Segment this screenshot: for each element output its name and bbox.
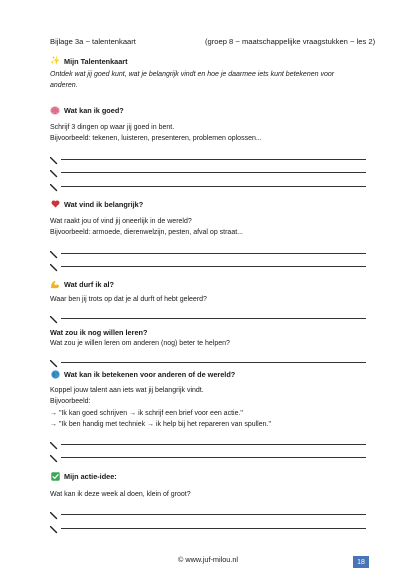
section-heading-actie: [50, 471, 117, 481]
section-heading-leren: Wat zou ik nog willen leren?: [50, 328, 148, 337]
pencil-icon: [50, 311, 58, 319]
answer-line[interactable]: [50, 450, 366, 459]
section-betekenen-example-1: → "Ik kan goed schrijven → ik schrijf een brief voor een actie.": [50, 410, 243, 417]
intro-line-2: anderen.: [50, 82, 78, 89]
section-belangrijk-text-2: Bijvoorbeeld: armoede, dierenwelzijn, pesten, afval op straat...: [50, 229, 243, 236]
globe-icon: [50, 369, 60, 379]
section-durf-text-1: Waar ben jij trots op dat je al durft of hebt geleerd?: [50, 296, 207, 303]
section-heading-text: Wat vind ik belangrijk?: [64, 199, 144, 209]
appendix-label: Bijlage 3a ~ talentenkaart: [50, 37, 136, 46]
brain-icon: [50, 105, 60, 115]
pencil-icon: [50, 152, 58, 160]
answer-line[interactable]: [50, 437, 366, 446]
section-heading-belangrijk: [50, 199, 143, 209]
answer-line[interactable]: [50, 179, 366, 188]
section-heading-betekenen: [50, 369, 235, 379]
check-box-icon: [50, 471, 60, 481]
answer-line[interactable]: [50, 152, 366, 161]
section-betekenen-example-2: → "Ik ben handig met techniek → ik help bij het repareren van spullen.": [50, 421, 271, 428]
pencil-icon: [50, 437, 58, 445]
worksheet-title: [50, 56, 128, 66]
answer-line[interactable]: [50, 259, 366, 268]
pencil-icon: [50, 179, 58, 187]
pencil-icon: [50, 521, 58, 529]
section-heading-durf: [50, 279, 114, 289]
section-heading-goed: [50, 105, 124, 115]
section-heading-text: Wat durf ik al?: [64, 279, 114, 289]
worksheet-title-text: Mijn Talentenkaart: [64, 56, 128, 66]
section-leren-text-1: Wat zou je willen leren om anderen (nog) beter te helpen?: [50, 340, 230, 347]
copyright-footer: © www.juf-milou.nl: [177, 555, 239, 564]
heart-icon: [50, 199, 60, 209]
section-goed-text-1: Schrijf 3 dingen op waar jij goed in bent.: [50, 124, 175, 131]
intro-line-1: Ontdek wat jij goed kunt, wat je belangrijk vindt en hoe je daarmee iets kunt betekenen voor: [50, 71, 335, 78]
answer-line[interactable]: [50, 165, 366, 174]
section-belangrijk-text-1: Wat raakt jou of vind jij oneerlijk in de wereld?: [50, 218, 192, 225]
answer-line[interactable]: [50, 246, 366, 255]
answer-line[interactable]: [50, 521, 366, 530]
section-goed-text-2: Bijvoorbeeld: tekenen, luisteren, presenteren, problemen oplossen...: [50, 135, 262, 142]
pencil-icon: [50, 355, 58, 363]
answer-line[interactable]: [50, 507, 366, 516]
pencil-icon: [50, 450, 58, 458]
pencil-icon: [50, 259, 58, 267]
answer-line[interactable]: [50, 311, 366, 320]
section-heading-text: Wat kan ik betekenen voor anderen of de wereld?: [64, 369, 236, 379]
pencil-icon: [50, 165, 58, 173]
lesson-label: (groep 8 ~ maatschappelijke vraagstukken ~ les 2): [205, 37, 376, 46]
section-betekenen-text-1: Koppel jouw talent aan iets wat jij belangrijk vindt.: [50, 387, 204, 394]
flexed-biceps-icon: [50, 279, 60, 289]
answer-line[interactable]: [50, 355, 366, 364]
sparkles-icon: ✨: [50, 56, 60, 65]
pencil-icon: [50, 507, 58, 515]
pencil-icon: [50, 246, 58, 254]
page-number: 18: [353, 556, 369, 568]
section-heading-text: Mijn actie-idee:: [64, 471, 117, 481]
section-betekenen-text-2: Bijvoorbeeld:: [50, 398, 91, 405]
section-heading-text: Wat kan ik goed?: [64, 105, 124, 115]
section-actie-text-1: Wat kan ik deze week al doen, klein of groot?: [50, 491, 191, 498]
